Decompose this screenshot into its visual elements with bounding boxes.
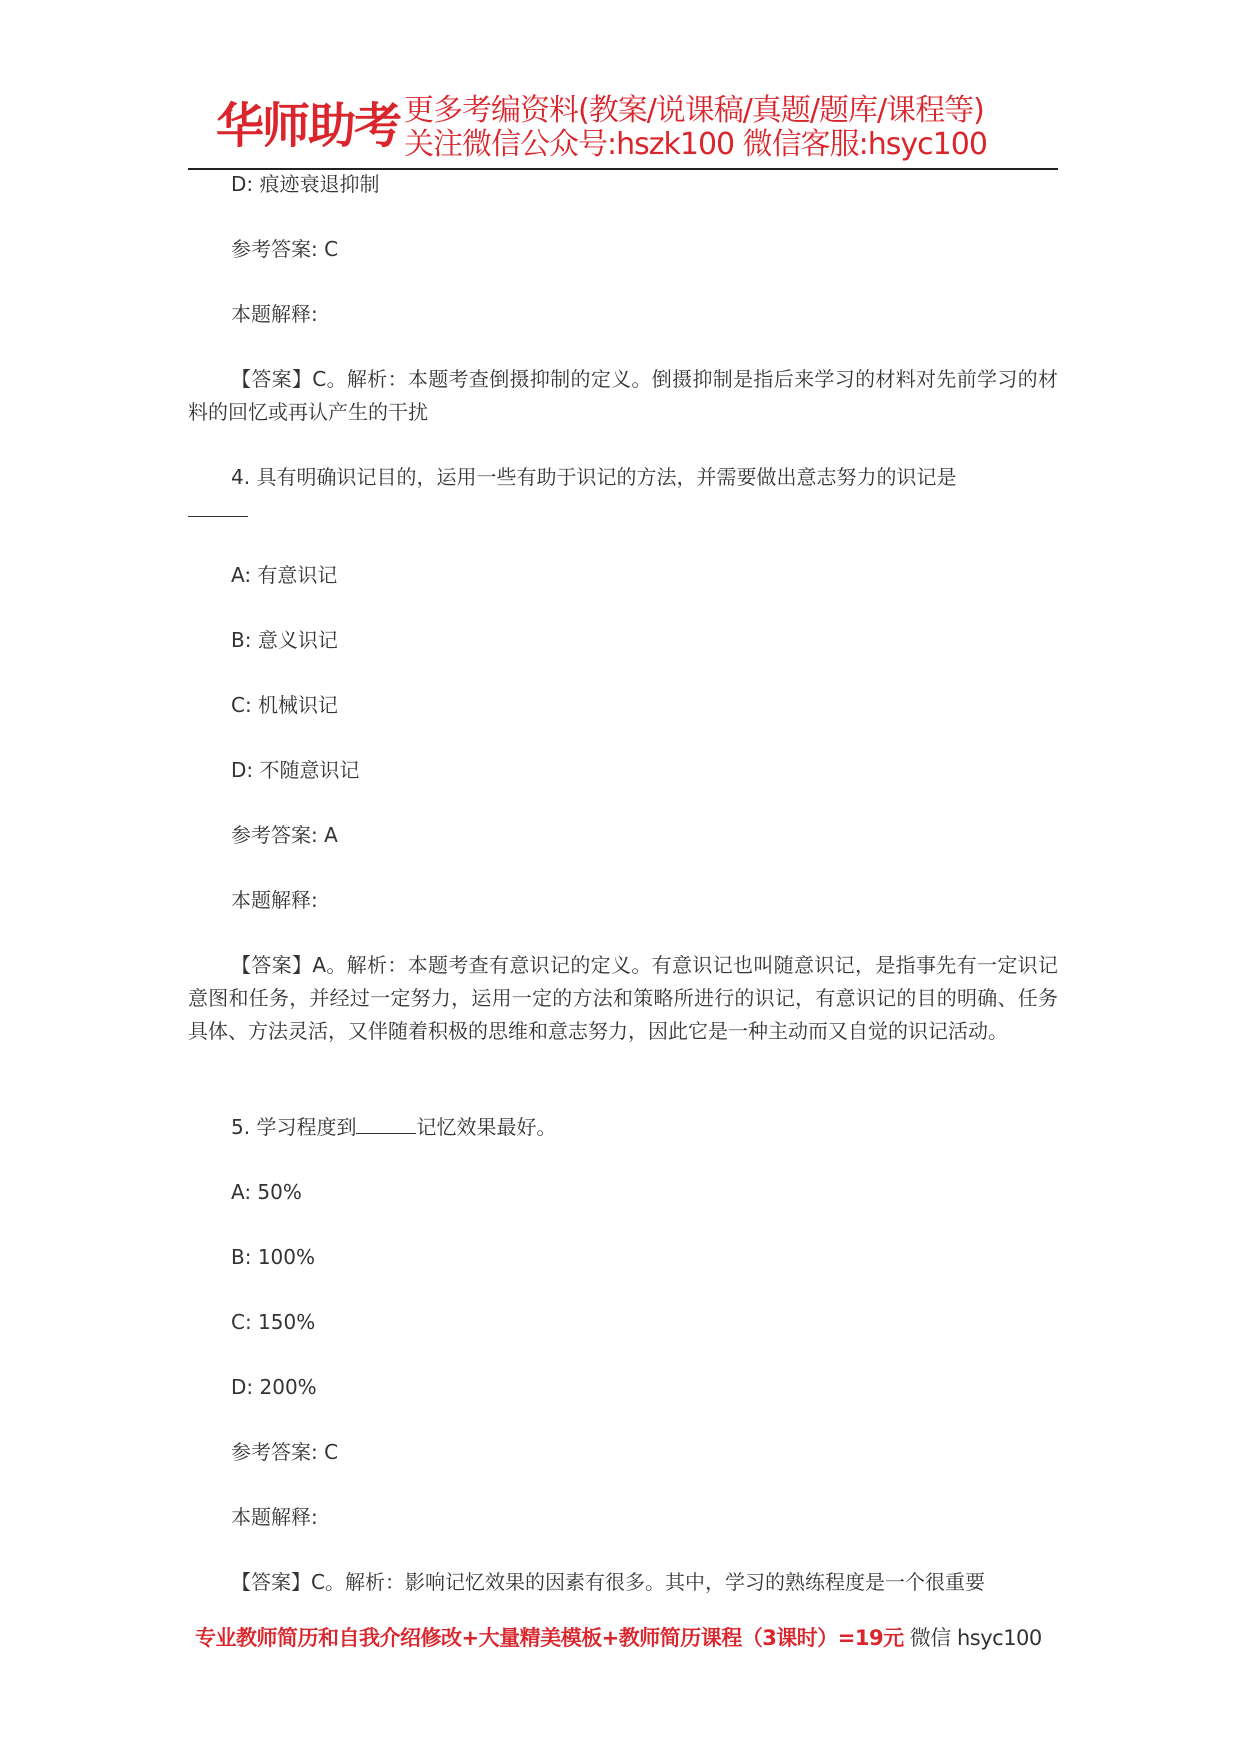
header-promo-line2: 关注微信公众号:hszk100 微信客服:hsyc100 bbox=[404, 127, 987, 162]
text-line: D: 200% bbox=[231, 1375, 317, 1399]
text-line: 本题解释: bbox=[231, 302, 318, 326]
text-line: 参考答案: A bbox=[231, 823, 338, 847]
question-text-pre: 5. 学习程度到 bbox=[231, 1115, 357, 1139]
answer-blank bbox=[188, 496, 248, 517]
header-promo bbox=[404, 94, 987, 162]
answer-explanation: 【答案】A。解析：本题考查有意识记的定义。有意识记也叫随意识记，是指事先有一定识记意图和任务，并经过一定努力，运用一定的方法和策略所进行的识记，有意识记的目的明确、任务具体、方法灵活，又伴随着积极的思维和意志努力，因此它是一种主动而又自觉的识记活动。 bbox=[188, 953, 1058, 1043]
text-line: D: 不随意识记 bbox=[231, 758, 360, 782]
text-line: 参考答案: C bbox=[231, 1440, 339, 1464]
footer-contact: 微信 hsyc100 bbox=[903, 1626, 1042, 1650]
question-text: 4. 具有明确识记目的，运用一些有助于识记的方法，并需要做出意志努力的识记是 bbox=[188, 461, 1058, 527]
answer-blank bbox=[356, 1113, 416, 1134]
answer-explanation: 【答案】C。解析：本题考查倒摄抑制的定义。倒摄抑制是指后来学习的材料对先前学习的材料的回忆或再认产生的干扰 bbox=[188, 367, 1058, 424]
text-line: D: 痕迹衰退抑制 bbox=[231, 172, 380, 196]
text-line: A: 有意识记 bbox=[231, 563, 338, 587]
answer-explanation: 【答案】C。解析：影响记忆效果的因素有很多。其中，学习的熟练程度是一个很重要 bbox=[231, 1570, 985, 1594]
text-line: B: 意义识记 bbox=[231, 628, 338, 652]
question-text bbox=[188, 1111, 1101, 1144]
text-line: 参考答案: C bbox=[231, 237, 339, 261]
brand-logo: 华师助考 bbox=[216, 98, 401, 154]
page-header bbox=[188, 92, 1058, 164]
text-line: 本题解释: bbox=[231, 1505, 318, 1529]
footer-promo: 专业教师简历和自我介绍修改+大量精美模板+教师简历课程（3课时）=19元 bbox=[195, 1626, 904, 1650]
text-line: C: 150% bbox=[231, 1310, 316, 1334]
text-line: C: 机械识记 bbox=[231, 693, 339, 717]
question-text-post: 记忆效果最好。 bbox=[416, 1115, 557, 1139]
text-line: 本题解释: bbox=[231, 888, 318, 912]
text-line: B: 100% bbox=[231, 1245, 315, 1269]
text-line: A: 50% bbox=[231, 1180, 302, 1204]
page-footer bbox=[195, 1623, 1055, 1653]
header-promo-line1: 更多考编资料(教案/说课稿/真题/题库/课程等) bbox=[404, 93, 984, 128]
